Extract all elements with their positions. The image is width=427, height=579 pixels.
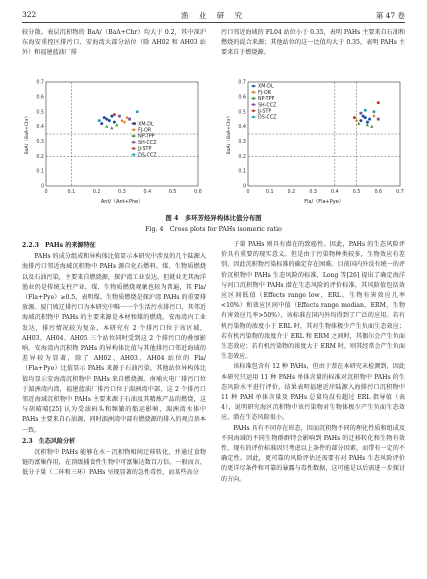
paragraph: 该标准包含有 12 种 PAHs，但由于萘在本研究未检测到，因此本研究只运用 11 种 PAHs 单体含量的标准对沉积物中 PAHs 的生态风险水平进行评价，结果表明福建近岸陆源入海排污口沉积物中 11 种 PAH 单体含量及 PAHs 总量均没有超过 ERL 指导值（表 4），说明研究海区沉积物中该污染物对生物体极少产生负面生态效应，潜在生态风险很小。 [221, 363, 405, 422]
data-point [100, 122, 103, 125]
x-tick-label: 0.1 [265, 190, 274, 195]
data-point [128, 118, 131, 121]
y-tick-label: 0.7 [36, 80, 44, 86]
section-heading: 2.3 生态风险分析 [22, 437, 76, 445]
paragraph: PAHs 具有不同存在形态，因而沉积物不同的理化性质和组成及不同海域的不同生物群群特会影响到 PAHs 的迁移转化和生物有效性，现有的评价标准因只考虑以上条件的部分因素，而带有一定的不确定性。因此，更可靠的风险评估还需要有对 PAHs 生态风险评价的更详尽条件和可靠的暴露与毒性数据，这可能是以后需进一步探讨的方向。 [221, 424, 405, 483]
scatter-plot-ant-phe [22, 76, 202, 210]
data-point [110, 115, 113, 118]
x-tick-label: 0.2 [287, 190, 296, 195]
paragraph: 子量 PAHs 则具有潜在的致癌性。因此，PAHs 的生态风险评价具有重要的现实意义。但是由于污染物种类较多，生物效应有差别，因此沉积物污染标准的确定存在困难。目前国内外没有统一的评价沉积物中 PAHs 生态风险的标准，Long 等[26] 提出了确定海洋与河口沉积物中 PAHs 潜在生态风险的评价标准，其风险值包括效应区间低值（Effects range low，ERL，生物有害效应几率<10%）和效应区间中值（Effects range median，ERM，生物有害效应几率>50%），该标准在国内外均得到了广泛的应用。若有机污染物的浓度小于 ERL 时，其对生物体极少产生负面生态效应；若有机污染物的浓度介于 ERL 和 ERM 之间时，其偶尔会产生负面生态效应；若有机污染物的浓度大于 ERM 时，则其经常会产生负面生态效应。 [221, 241, 405, 361]
data-point [108, 119, 111, 122]
y-tick-label: 0.2 [36, 154, 44, 160]
legend-label: SH-CCZ [258, 103, 277, 109]
data-point [372, 110, 375, 113]
x-tick-label: 0.4 [143, 190, 152, 195]
x-tick-label: 0.3 [118, 190, 126, 195]
legend-swatch [252, 85, 255, 88]
data-point [377, 118, 380, 121]
y-tick-label: 0.7 [238, 80, 246, 86]
legend-swatch [132, 129, 135, 132]
scatter-plot-fla-pye [224, 76, 404, 210]
data-point [368, 118, 371, 121]
page-number: 322 [22, 10, 37, 19]
section-heading: 2.2.3 PAHs 的来源特征 [22, 242, 96, 249]
chart-svg [22, 76, 202, 206]
header-rule [22, 22, 405, 23]
legend-swatch [132, 147, 135, 150]
data-point [126, 116, 129, 120]
data-point [366, 123, 369, 126]
y-tick-label: 0.3 [238, 140, 246, 146]
legend-swatch [252, 91, 255, 94]
y-tick-label: 0.6 [238, 95, 246, 101]
data-point [110, 126, 113, 129]
legend-swatch [252, 103, 255, 106]
legend-label: XM-DL [258, 84, 274, 90]
chart-svg [224, 76, 404, 206]
y-tick-label: 0.6 [36, 95, 44, 101]
x-tick-label: 0.1 [67, 190, 76, 195]
data-point [353, 116, 356, 119]
legend-label: JJ-STP [258, 109, 272, 115]
legend-label: XM-DL [138, 122, 154, 128]
data-point [105, 118, 108, 121]
journal-name: 渔 业 研 究 [180, 11, 247, 20]
data-point [103, 116, 106, 119]
y-tick-label: 0 [242, 184, 246, 190]
data-point [372, 114, 375, 118]
legend-swatch [132, 135, 135, 138]
legend-label: JJ-STP [138, 147, 152, 153]
x-tick-label: 0.3 [309, 190, 317, 195]
y-tick-label: 0.3 [36, 140, 44, 146]
legend-swatch [132, 153, 135, 156]
x-tick-label: 0.4 [331, 190, 339, 195]
y-tick-label: 0.5 [238, 110, 246, 116]
legend-label: DS-CCZ [138, 153, 157, 159]
y-tick-label: 0.1 [238, 169, 246, 175]
body-column-left [22, 240, 206, 575]
x-tick-label: 0.5 [168, 190, 177, 195]
x-tick-label: 0.5 [352, 190, 361, 195]
legend-swatch [252, 110, 255, 113]
data-point [364, 109, 367, 112]
x-tick-label: 0 [44, 190, 48, 195]
data-point [355, 119, 358, 123]
paragraph: 沉积物中 PAHs 能够在水－沉积物相间迁移转化，并通过食物链的富集作用，在顶级捕食性生物中可富集达数百万倍。一般而言，低分子量（二环和三环）PAHs 呈现显著的急性毒性，而某些高分 [22, 449, 206, 477]
body-column-right [221, 240, 405, 575]
x-tick-label: 0.7 [396, 190, 404, 195]
legend-swatch [252, 97, 255, 100]
legend-label: NP-TPP [258, 97, 275, 103]
y-tick-label: 0.5 [36, 110, 44, 116]
x-tick-label: 0.6 [194, 190, 202, 195]
x-axis-label: Ant/（Ant+Phe） [100, 199, 144, 205]
y-axis-label: BaA/（BaA+Chr） [25, 113, 30, 155]
data-point [115, 123, 118, 126]
x-tick-label: 0 [246, 190, 250, 195]
legend-swatch [252, 116, 255, 119]
data-point [123, 120, 126, 124]
data-point [105, 125, 108, 128]
data-point [113, 113, 116, 116]
data-point [370, 125, 373, 128]
data-point [113, 121, 116, 124]
legend-label: SH-CCZ [138, 140, 157, 146]
legend-label: FJ-OR [258, 90, 271, 96]
data-point [118, 115, 121, 118]
legend-swatch [132, 122, 135, 125]
data-point [366, 121, 369, 124]
data-point [362, 115, 365, 118]
legend-swatch [132, 141, 135, 144]
x-tick-label: 0.6 [374, 190, 383, 195]
x-tick-label: 0.2 [92, 190, 101, 195]
top-text-left: 较分散。表层沉积物的 BaA/（BaA+Chr）均大于 0.2，其中深沪东海安重控区排污口、安海湾大部分站位（除 AH02 和 AH03 站外）和福建蓝油厂排 [22, 29, 206, 57]
y-tick-label: 0.4 [238, 125, 246, 131]
data-point [121, 119, 124, 123]
y-tick-label: 0.1 [36, 169, 44, 175]
legend-label: NP-TPP [138, 134, 155, 140]
paragraph: PAHs 的成分组成和异构体比值显示本研究中涉及的几个陆源入海排污口邻近海域沉积物中 PAHs 源自化石燃料、煤、生物质燃烧以及石油污染，主要来自燃烧源，探沪湾工业发达，但就业无其海洋渔业仍是传统支柱产业，煤、生物质燃烧观象也较为普遍，其 Fla/（Fla+Pye）≥0.5，表明煤、生物质燃烧是探沪湾 PAHs 的重要排放源。厦门坡辽排污口为本研究中唯一一个生活污水排污口，其邻近海域沉积物中 PAHs 的主要来源是本材和煤的燃烧。安海湾内工业发达，排污情况较为复杂，本研究有 2 个排污口位于该区域，AH03、AH04、AH05 三个站位同时受到这 2 个排污口的叠加影响。安海湾内沉积物 PAHs 的异构体比值与其他排污口邻近海域的差异较为显著，除了 AH02、AH03、AH04 站位的 Fla/（Fla+Pye）比值显示 PAHs 来源于石油污染，其他站位异构体比值均显示安海湾沉积物中 PAHs 来自燃烧源。南埔火电厂排污口位于湄洲湾内湾，福建蓝油厂排污口位于湄洲湾中部，这 2 个排污口邻近海域沉积物中 PAHs 主要来源于石油及其精炼产品的燃烧，这与胡晴晴[25] 认为受油码头和频繁的船运影响，湄洲湾水体中 PAHs 主要来自石油源，同时湄洲湾中部有燃烧源的排入的观点基本一致。 [22, 253, 206, 434]
data-point [357, 122, 360, 125]
figure-caption-en: Fig. 4 Cross plots for PAHs isomeric ratio [145, 226, 282, 233]
data-point [136, 110, 139, 113]
top-text-right: 污口邻近海域的 FL04 站位小于 0.35，表明 PAHs 主要来自石油和燃烧的混合来源；其他站位的这一比值均大于 0.35，表明 PAHs 主要来自于燃烧源。 [221, 29, 405, 57]
y-axis-label: BaA/（BaA+Chr） [227, 113, 232, 155]
y-tick-label: 0.2 [238, 154, 246, 160]
y-tick-label: 0.4 [36, 125, 44, 131]
volume-label: 第 47 卷 [375, 11, 405, 20]
data-point [377, 101, 380, 104]
legend-label: FJ-OR [138, 128, 152, 134]
figure-caption-cn: 图 4 多环芳烃异构体比值分布图 [165, 214, 262, 222]
y-tick-label: 0 [40, 184, 44, 190]
data-point [98, 119, 101, 122]
x-axis-label: Fla/（Fla+Pye） [304, 199, 344, 205]
legend-label: DS-CCZ [258, 115, 277, 121]
data-point [359, 119, 362, 122]
data-point [360, 112, 363, 115]
